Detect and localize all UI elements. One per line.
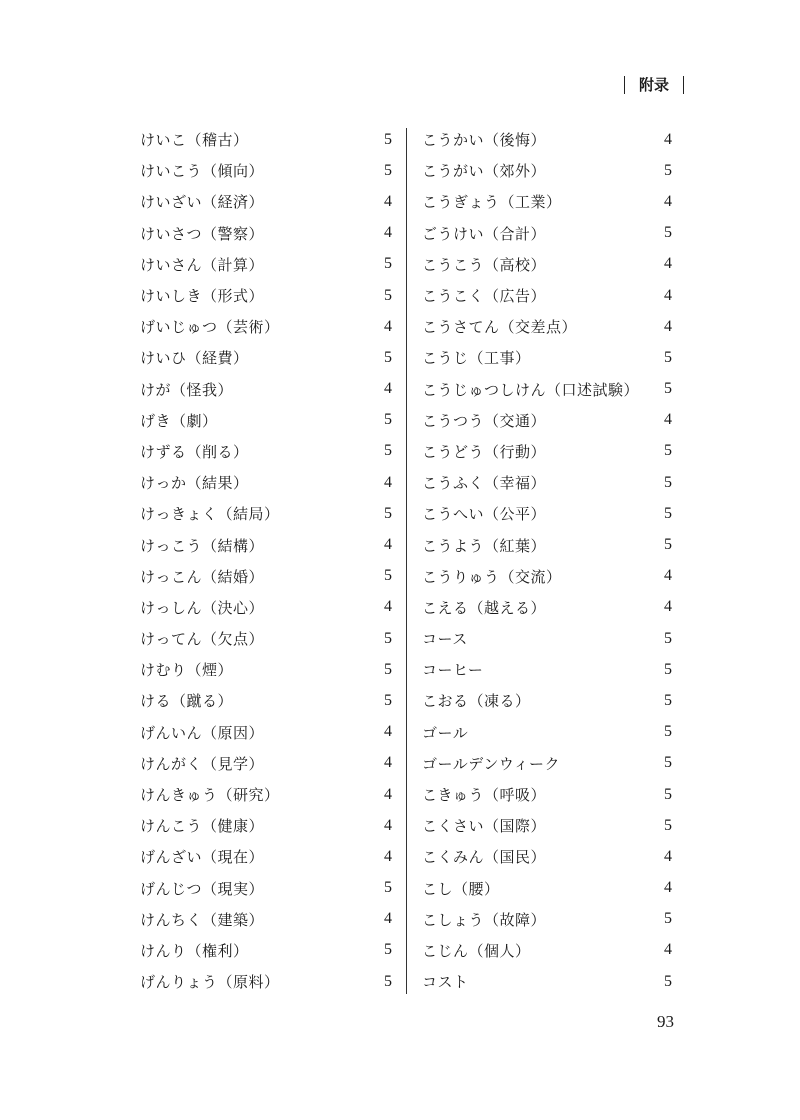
vocab-word: こうかい（後悔） <box>422 131 547 150</box>
vocab-word: こし（腰） <box>422 879 500 898</box>
vocab-entry <box>140 529 392 560</box>
vocab-word: けんり（権利） <box>140 941 249 960</box>
running-header <box>624 74 684 95</box>
vocab-word: けんちく（建築） <box>140 910 265 929</box>
vocab-word: コース <box>422 630 468 649</box>
vocab-entry <box>422 155 672 186</box>
vocab-level: 5 <box>664 348 672 366</box>
vocab-word: こうつう（交通） <box>422 411 547 430</box>
vocab-level: 5 <box>384 442 392 460</box>
vocab-entry <box>140 218 392 249</box>
vocab-level: 5 <box>664 691 672 709</box>
vocab-level: 5 <box>664 972 672 990</box>
vocab-entry <box>140 717 392 748</box>
vocab-word: こうこく（広告） <box>422 287 547 306</box>
vocab-level: 4 <box>664 567 672 585</box>
vocab-level: 4 <box>664 598 672 616</box>
vocab-level: 5 <box>384 629 392 647</box>
vocab-word: けっこう（結構） <box>140 536 265 555</box>
vocab-word: げんざい（現在） <box>140 848 265 867</box>
vocab-entry <box>140 841 392 872</box>
vocab-level: 5 <box>664 910 672 928</box>
vocab-level: 4 <box>384 224 392 242</box>
vocab-entry <box>422 841 672 872</box>
vocab-level: 4 <box>384 816 392 834</box>
vocab-level: 5 <box>384 660 392 678</box>
vocab-level: 5 <box>384 130 392 148</box>
vocab-entry <box>140 748 392 779</box>
vocab-entry <box>140 249 392 280</box>
vocab-entry <box>140 124 392 155</box>
vocab-level: 5 <box>384 286 392 304</box>
vocab-level: 5 <box>664 380 672 398</box>
vocab-entry <box>422 592 672 623</box>
vocab-entry <box>422 186 672 217</box>
vocab-word: けいしき（形式） <box>140 287 265 306</box>
vocab-word: こうがい（郊外） <box>422 162 547 181</box>
vocab-word: けっしん（決心） <box>140 598 265 617</box>
vocab-entry <box>140 654 392 685</box>
vocab-level: 4 <box>384 536 392 554</box>
vocab-word: ける（蹴る） <box>140 692 234 711</box>
vocab-word: けずる（削る） <box>140 442 249 461</box>
vocab-level: 5 <box>384 348 392 366</box>
vocab-word: こおる（凍る） <box>422 692 531 711</box>
vocab-word: こくさい（国際） <box>422 817 547 836</box>
vocab-level: 4 <box>384 910 392 928</box>
vocab-word: こうよう（紅葉） <box>422 536 547 555</box>
vocab-word: げんじつ（現実） <box>140 879 265 898</box>
vocab-entry <box>422 280 672 311</box>
vocab-entry <box>140 280 392 311</box>
vocab-word: ゴールデンウィーク <box>422 754 561 773</box>
vocab-level: 5 <box>664 754 672 772</box>
vocab-level: 4 <box>384 785 392 803</box>
vocab-entry <box>422 436 672 467</box>
vocab-entry <box>422 717 672 748</box>
vocab-word: げんいん（原因） <box>140 723 265 742</box>
vocab-word: けってん（欠点） <box>140 630 265 649</box>
vocab-level: 4 <box>664 317 672 335</box>
vocab-entry <box>422 904 672 935</box>
page-number: 93 <box>657 1012 674 1031</box>
vocab-entry <box>140 873 392 904</box>
vocab-word: こうりゅう（交流） <box>422 567 562 586</box>
vocab-word: けいざい（経済） <box>140 193 265 212</box>
vocab-word: こうへい（公平） <box>422 505 547 524</box>
vocab-word: コーヒー <box>422 661 484 680</box>
vocab-level: 4 <box>384 723 392 741</box>
vocab-level: 5 <box>664 536 672 554</box>
vocab-level: 5 <box>664 224 672 242</box>
vocab-level: 5 <box>384 255 392 273</box>
vocab-entry <box>422 873 672 904</box>
vocab-word: けいさん（計算） <box>140 255 265 274</box>
vocab-level: 4 <box>664 192 672 210</box>
vocab-level: 4 <box>384 192 392 210</box>
vocab-level: 5 <box>384 879 392 897</box>
vocab-word: げいじゅつ（芸術） <box>140 318 280 337</box>
vocab-entry <box>140 561 392 592</box>
vocab-entry <box>422 748 672 779</box>
vocab-level: 5 <box>664 161 672 179</box>
vocab-entry <box>422 374 672 405</box>
vocab-entry <box>422 561 672 592</box>
vocab-entry <box>422 654 672 685</box>
vocab-entry <box>140 592 392 623</box>
vocab-word: こうさてん（交差点） <box>422 318 578 337</box>
vocab-entry <box>140 966 392 997</box>
header-bar-left <box>624 76 625 94</box>
vocab-level: 5 <box>664 723 672 741</box>
vocab-level: 4 <box>384 317 392 335</box>
vocab-level: 5 <box>384 161 392 179</box>
vocab-level: 4 <box>384 380 392 398</box>
vocab-word: けいこう（傾向） <box>140 162 265 181</box>
vocab-level: 5 <box>664 660 672 678</box>
vocab-level: 4 <box>664 411 672 429</box>
vocab-word: けんがく（見学） <box>140 754 265 773</box>
vocab-level: 4 <box>384 754 392 772</box>
vocab-word: けむり（煙） <box>140 661 234 680</box>
vocab-level: 5 <box>664 504 672 522</box>
vocab-level: 4 <box>664 847 672 865</box>
vocab-entry <box>140 342 392 373</box>
vocab-entry <box>140 405 392 436</box>
vocab-entry <box>140 467 392 498</box>
vocab-level: 5 <box>664 785 672 803</box>
vocab-word: こうふく（幸福） <box>422 474 547 493</box>
vocab-word: こうこう（高校） <box>422 255 547 274</box>
vocab-entry <box>422 529 672 560</box>
vocab-level: 5 <box>384 411 392 429</box>
vocab-word: こうどう（行動） <box>422 442 547 461</box>
vocab-word: こくみん（国民） <box>422 848 547 867</box>
vocab-word: けいこ（稽古） <box>140 131 249 150</box>
vocab-entry <box>140 436 392 467</box>
vocab-entry <box>422 623 672 654</box>
vocab-level: 5 <box>664 629 672 647</box>
vocab-word: ごうけい（合計） <box>422 224 547 243</box>
vocab-word: こきゅう（呼吸） <box>422 786 547 805</box>
vocab-word: こえる（越える） <box>422 598 547 617</box>
vocab-entry <box>422 218 672 249</box>
column-divider <box>406 128 407 994</box>
vocab-word: こうじ（工事） <box>422 349 531 368</box>
vocab-word: けんきゅう（研究） <box>140 786 280 805</box>
vocab-entry <box>140 810 392 841</box>
vocab-word: げんりょう（原料） <box>140 973 280 992</box>
vocab-level: 5 <box>384 504 392 522</box>
vocab-word: こうじゅつしけん（口述試験） <box>422 380 640 399</box>
vocab-word: こうぎょう（工業） <box>422 193 562 212</box>
vocab-word: ゴール <box>422 723 469 742</box>
vocab-entry <box>422 498 672 529</box>
vocab-entry <box>422 405 672 436</box>
vocab-word: けっか（結果） <box>140 474 249 493</box>
vocab-word: けいひ（経費） <box>140 349 249 368</box>
vocab-level: 4 <box>384 598 392 616</box>
vocab-entry <box>422 467 672 498</box>
vocab-level: 4 <box>384 473 392 491</box>
vocab-entry <box>422 311 672 342</box>
vocab-level: 5 <box>384 972 392 990</box>
vocab-entry <box>422 685 672 716</box>
right-column <box>422 124 672 997</box>
vocab-entry <box>140 498 392 529</box>
vocab-level: 4 <box>664 879 672 897</box>
vocab-level: 5 <box>384 567 392 585</box>
vocab-entry <box>422 124 672 155</box>
vocab-word: けんこう（健康） <box>140 817 265 836</box>
vocab-entry <box>422 249 672 280</box>
vocab-level: 4 <box>384 847 392 865</box>
vocab-entry <box>140 935 392 966</box>
vocab-entry <box>140 685 392 716</box>
vocab-level: 4 <box>664 255 672 273</box>
vocab-level: 5 <box>384 691 392 709</box>
vocab-word: けっきょく（結局） <box>140 505 280 524</box>
vocab-entry <box>140 186 392 217</box>
vocab-word: げき（劇） <box>140 411 218 430</box>
vocab-word: こしょう（故障） <box>422 910 547 929</box>
header-bar-right <box>683 76 684 94</box>
vocab-entry <box>422 935 672 966</box>
vocab-word: こじん（個人） <box>422 941 531 960</box>
vocab-level: 4 <box>664 130 672 148</box>
vocab-entry <box>422 966 672 997</box>
vocab-entry <box>140 779 392 810</box>
left-column <box>140 124 392 997</box>
vocab-entry <box>422 810 672 841</box>
vocab-entry <box>422 779 672 810</box>
vocab-level: 4 <box>664 941 672 959</box>
vocab-word: けっこん（結婚） <box>140 567 265 586</box>
vocab-level: 5 <box>664 442 672 460</box>
vocab-entry <box>140 155 392 186</box>
vocab-word: けが（怪我） <box>140 380 234 399</box>
vocab-word: けいさつ（警察） <box>140 224 265 243</box>
vocab-level: 5 <box>384 941 392 959</box>
vocab-entry <box>140 623 392 654</box>
header-title: 附录 <box>638 76 669 94</box>
vocab-level: 5 <box>664 816 672 834</box>
vocab-entry <box>140 311 392 342</box>
vocab-entry <box>140 904 392 935</box>
vocab-level: 4 <box>664 286 672 304</box>
vocab-entry <box>140 374 392 405</box>
vocab-level: 5 <box>664 473 672 491</box>
vocab-word: コスト <box>422 973 469 992</box>
vocab-entry <box>422 342 672 373</box>
